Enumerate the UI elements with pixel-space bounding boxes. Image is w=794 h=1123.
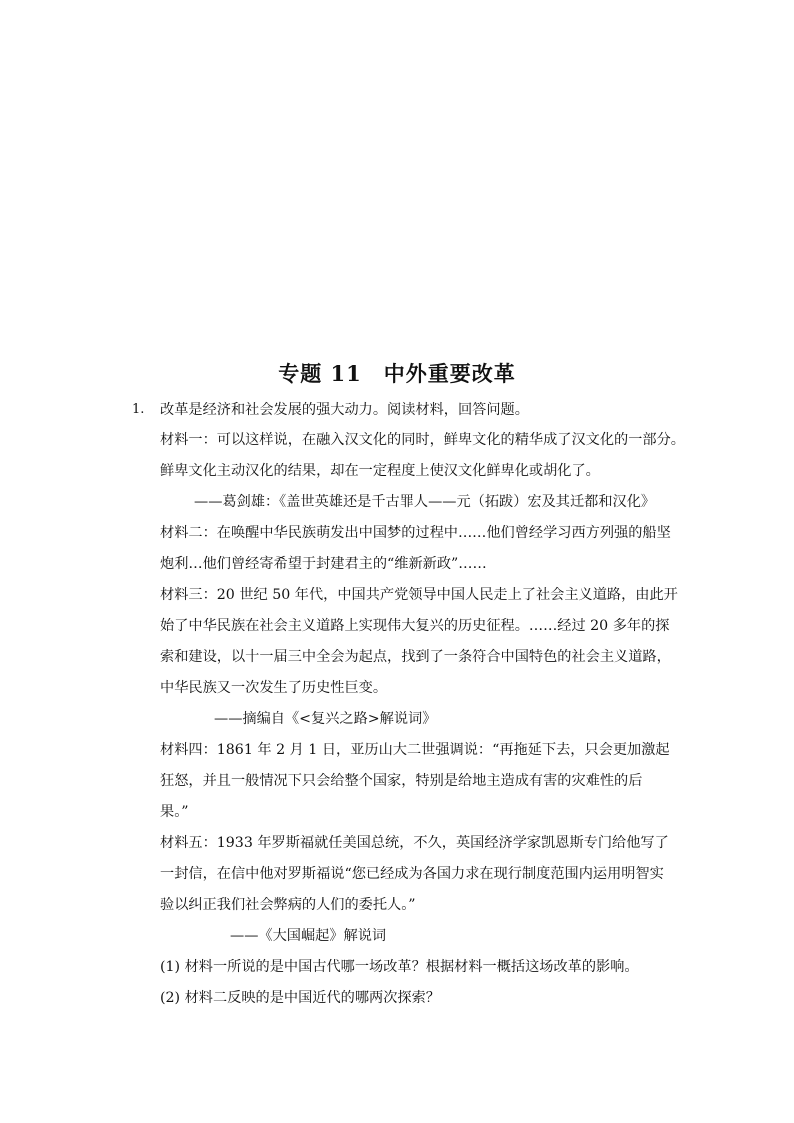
material-3-source: ——摘编自《<复兴之路>解说词》 [214,711,437,727]
sub-question-1: (1) 材料一所说的是中国古代哪一场改革？根据材料一概括这场改革的影响。 [160,959,639,975]
material-1-line-2: 鲜卑文化主动汉化的结果，却在一定程度上使汉文化鲜卑化或胡化了。 [160,463,600,479]
sub-question-2: (2) 材料二反映的是中国近代的哪两次探索？ [160,990,440,1006]
material-1-line-1: 材料一：可以这样说，在融入汉文化的同时，鲜卑文化的精华成了汉文化的一部分。 [160,432,685,448]
material-5-line-3: 验以纠正我们社会弊病的人们的委托人。” [160,897,416,913]
material-3-line-2: 始了中华民族在社会主义道路上实现伟大复兴的历史征程。……经过 20 多年的探 [160,618,670,634]
material-4-line-3: 果。” [160,804,189,820]
material-5-source: ——《大国崛起》解说词 [230,928,387,944]
question-number: 1. [132,402,145,417]
material-3-line-4: 中华民族又一次发生了历史性巨变。 [160,680,388,696]
material-5-line-2: 一封信，在信中他对罗斯福说“您已经成为各国力求在现行制度范围内运用明智实 [160,866,664,882]
material-2-line-1: 材料二：在唤醒中华民族萌发出中国梦的过程中……他们曾经学习西方列强的船坚 [160,525,671,541]
page-title: 专题 11 中外重要改革 [278,361,516,386]
material-1-source: ——葛剑雄：《盖世英雄还是千古罪人——元（拓跋）宏及其迁都和汉化》 [194,494,656,510]
material-2-line-2: 炮利…他们曾经寄希望于封建君主的“维新新政”…… [160,556,487,572]
material-3-line-3: 索和建设，以十一届三中全会为起点，找到了一条符合中国特色的社会主义道路， [160,649,671,665]
material-4-line-1: 材料四：1861 年 2 月 1 日，亚历山大二世强调说：“再拖延下去，只会更加激起 [160,742,670,758]
material-5-line-1: 材料五：1933 年罗斯福就任美国总统，不久，英国经济学家凯恩斯专门给他写了 [160,835,669,851]
material-3-line-1: 材料三：20 世纪 50 年代，中国共产党领导中国人民走上了社会主义道路，由此开 [160,587,678,603]
question-intro: 改革是经济和社会发展的强大动力。阅读材料，回答问题。 [160,402,529,418]
material-4-line-2: 狂怒，并且一般情况下只会给整个国家，特别是给地主造成有害的灾难性的后 [160,773,643,789]
